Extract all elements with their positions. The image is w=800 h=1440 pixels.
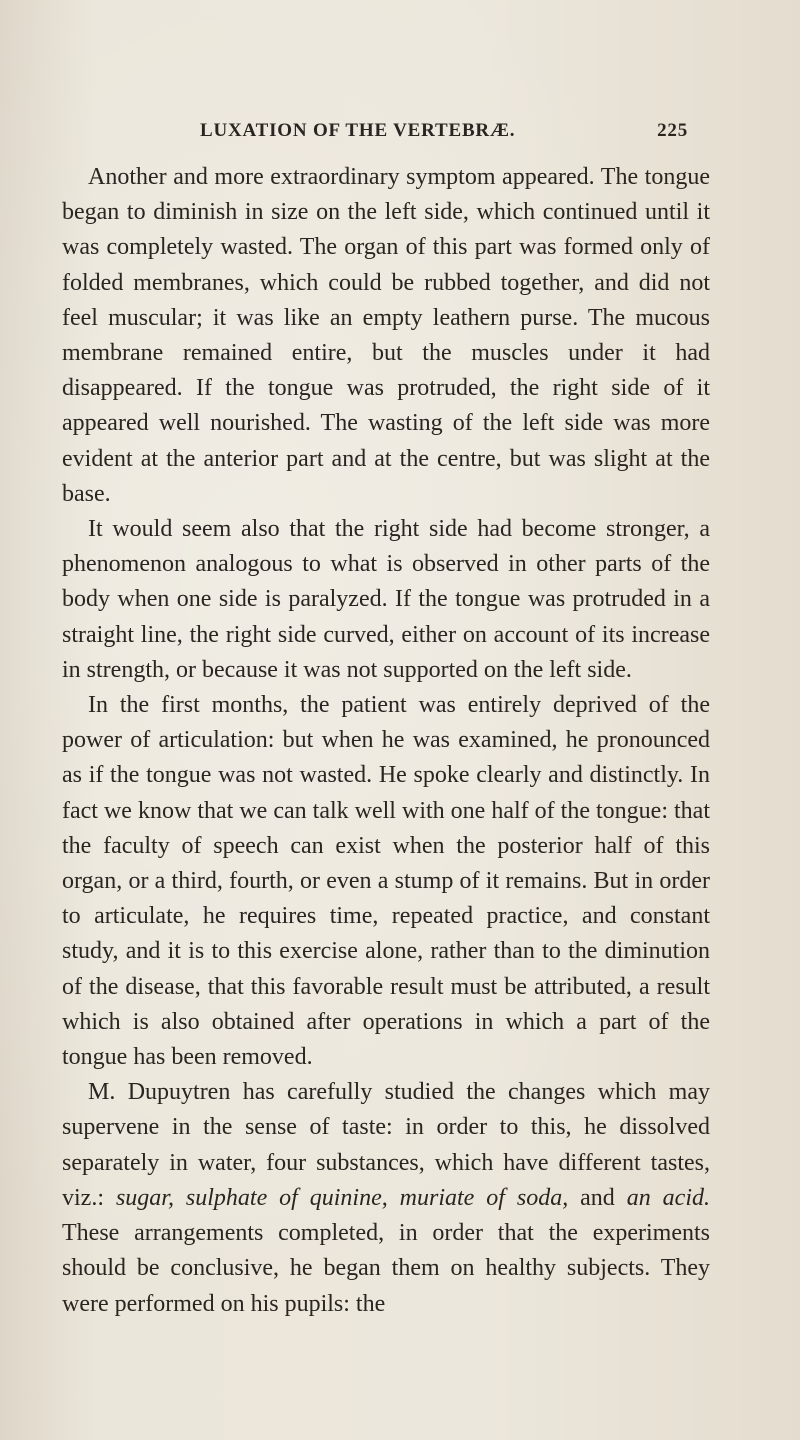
page-header xyxy=(200,120,688,142)
paragraph-3: In the first months, the patient was entirely deprived of the power of articulation: but when he was examined, he pronounced as if the tongue was not wasted. He spoke clearly and distinctly. In fact we know that we can talk well with one half of the tongue: that the faculty of speech can exist when the posterior half of this organ, or a third, fourth, or even a stump of it remains. But in order to articulate, he requires time, repeated practice, and constant study, and it is to this exercise alone, rather than to the diminution of the disease, that this favorable result must be attributed, a result which is also obtained after operations in which a part of the tongue has been removed. xyxy=(62,692,710,1071)
body-text xyxy=(62,160,710,1322)
page-number: 225 xyxy=(657,120,688,141)
running-title: LUXATION OF THE VERTEBRÆ. xyxy=(200,120,516,141)
paragraph-4 xyxy=(62,1075,710,1321)
paragraph-4-text-after: These arrangements completed, in order that the experiments should be conclusive, he began them on healthy subjects. They were performed on his pupils: the xyxy=(62,1220,710,1317)
paragraph-4-italic-substances: sugar, sulphate of quinine, muriate of soda, xyxy=(115,1184,569,1211)
paragraph-4-text-middle: and xyxy=(568,1184,627,1211)
paragraph-2: It would seem also that the right side had become stronger, a phenomenon analogous to what is observed in other parts of the body when one side is paralyzed. If the tongue was protruded in a straight line, the right side curved, either on account of its increase in strength, or because it was not supported on the left side. xyxy=(62,516,710,683)
paragraph-1: Another and more extraordinary symptom appeared. The tongue began to diminish in size on the left side, which continued until it was completely wasted. The organ of this part was formed only of folded membranes, which could be rubbed together, and did not feel muscular; it was like an empty leathern purse. The mucous membrane remained entire, but the muscles under it had disappeared. If the tongue was protruded, the right side of it appeared well nourished. The wasting of the left side was more evident at the anterior part and at the centre, but was slight at the base. xyxy=(62,164,710,507)
paragraph-4-italic-acid: an acid. xyxy=(626,1184,711,1211)
paragraph-4-text-before: M. Dupuytren has carefully studied the changes which may supervene in the sense of taste: in order to this, he dissolved separately in water, four substances, which have different tastes, viz.: xyxy=(62,1079,710,1211)
